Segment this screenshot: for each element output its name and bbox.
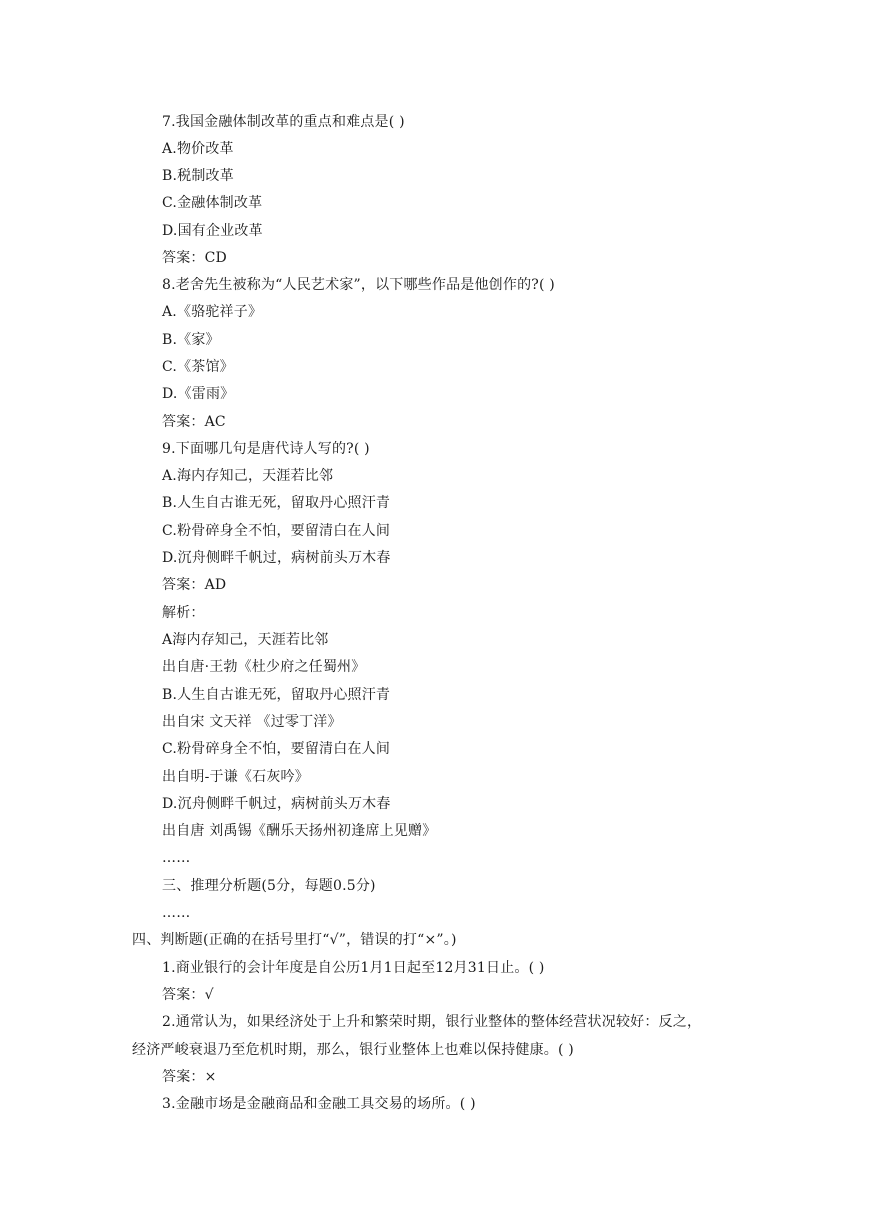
q9-analysis-line: C.粉骨碎身全不怕，要留清白在人间 — [162, 741, 391, 757]
q7-option-d: D.国有企业改革 — [162, 223, 263, 239]
q9-option-d: D.沉舟侧畔千帆过，病树前头万木春 — [162, 550, 391, 566]
q9-option-a: A.海内存知己，天涯若比邻 — [162, 468, 334, 484]
tf1-question: 1.商业银行的会计年度是自公历1月1日起至12月31日止。( ) — [162, 960, 545, 976]
ellipsis: …… — [162, 850, 191, 866]
q9-analysis-line: 出自唐 刘禹锡《酬乐天扬州初逢席上见赠》 — [162, 823, 437, 839]
q9-analysis-line: 出自明-于谦《石灰吟》 — [162, 769, 309, 785]
section-4-heading: 四、判断题(正确的在括号里打“√”，错误的打“×”。) — [132, 932, 457, 948]
q9-analysis-line: D.沉舟侧畔千帆过，病树前头万木春 — [162, 796, 391, 812]
q7-option-a: A.物价改革 — [162, 141, 234, 157]
q7-option-b: B.税制改革 — [162, 168, 234, 184]
q8-option-a: A.《骆驼祥子》 — [162, 304, 263, 320]
q9-analysis-line: 出自宋 文天祥 《过零丁洋》 — [162, 714, 342, 730]
section-3-heading: 三、推理分析题(5分，每题0.5分) — [162, 878, 376, 894]
q8-option-d: D.《雷雨》 — [162, 386, 235, 402]
tf1-answer: 答案：√ — [162, 987, 214, 1003]
q8-option-b: B.《家》 — [162, 332, 220, 348]
q9-option-c: C.粉骨碎身全不怕，要留清白在人间 — [162, 523, 391, 539]
tf2-question-line-2: 经济严峻衰退乃至危机时期，那么，银行业整体上也难以保持健康。( ) — [132, 1042, 574, 1058]
q9-question: 9.下面哪几句是唐代诗人写的?( ) — [162, 441, 370, 457]
q8-question: 8.老舍先生被称为“人民艺术家”，以下哪些作品是他创作的?( ) — [162, 277, 555, 293]
tf2-question-line-1: 2.通常认为，如果经济处于上升和繁荣时期，银行业整体的整体经营状况较好：反之， — [162, 1014, 702, 1030]
q9-answer: 答案：AD — [162, 577, 227, 593]
q7-option-c: C.金融体制改革 — [162, 195, 263, 211]
tf3-question: 3.金融市场是金融商品和金融工具交易的场所。( ) — [162, 1096, 476, 1112]
q8-answer: 答案：AC — [162, 414, 226, 430]
q7-answer: 答案：CD — [162, 250, 227, 266]
q7-question: 7.我国金融体制改革的重点和难点是( ) — [162, 114, 405, 130]
q9-analysis-line: A海内存知己，天涯若比邻 — [162, 632, 329, 648]
q8-option-c: C.《茶馆》 — [162, 359, 234, 375]
q9-analysis-line: 出自唐·王勃《杜少府之任蜀州》 — [162, 659, 366, 675]
ellipsis: …… — [162, 905, 191, 921]
q9-analysis-line: B.人生自古谁无死，留取丹心照汗青 — [162, 687, 391, 703]
tf2-answer: 答案：× — [162, 1069, 217, 1085]
q9-analysis-label: 解析： — [162, 605, 205, 621]
q9-option-b: B.人生自古谁无死，留取丹心照汗青 — [162, 495, 391, 511]
